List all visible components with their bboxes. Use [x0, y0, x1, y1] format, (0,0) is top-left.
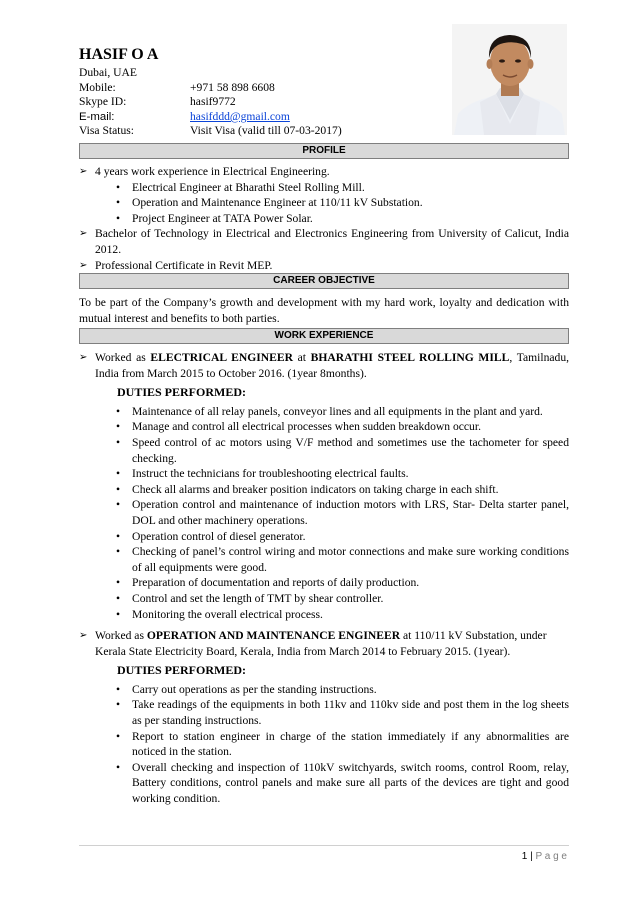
profile-subitem: [79, 211, 569, 227]
duty-item: [79, 591, 569, 607]
duty-text: Carry out operations as per the standing instructions.: [132, 682, 377, 696]
profile-subitem-text: Project Engineer at TATA Power Solar.: [132, 211, 313, 225]
portrait-image: [452, 24, 567, 135]
mobile-label: Mobile:: [79, 80, 116, 94]
bullet-icon: •: [116, 682, 121, 696]
duties-label: DUTIES PERFORMED:: [117, 385, 247, 400]
profile-subitem-text: Operation and Maintenance Engineer at 110/11 kV Substation.: [132, 196, 423, 210]
bullet-icon: •: [116, 760, 121, 774]
duty-text: Monitoring the overall electrical process.: [132, 607, 323, 621]
duty-item: [79, 729, 569, 760]
visa-value: Visit Visa (valid till 07-03-2017): [190, 124, 342, 138]
profile-item-text: Professional Certificate in Revit MEP.: [95, 258, 273, 272]
duty-text: Report to station engineer in charge of the station immediately if any abnormalities are noticed in the station.: [132, 729, 569, 759]
duty-item: [79, 760, 569, 807]
objective-text: To be part of the Company’s growth and development with my hard work, loyalty and dedication with mutual interest and benefits to both parties.: [79, 296, 569, 325]
bullet-icon: •: [116, 435, 121, 449]
duty-item: [79, 682, 569, 698]
duty-text: Check all alarms and breaker position indicators on taking charge in each shift.: [132, 482, 499, 496]
duty-item: [79, 404, 569, 420]
duty-item: [79, 607, 569, 623]
job-entry: [79, 628, 569, 659]
email-label: E-mail:: [79, 110, 115, 123]
duty-text: Operation control and maintenance of induction motors with LRS, Star- Delta starter panel, DOL and other machinery operations.: [132, 498, 569, 527]
profile-subitem-text: Electrical Engineer at Bharathi Steel Rolling Mill.: [132, 180, 365, 194]
job-details: , Tamilnadu, India from March 2015 to October 2016. (1year 8months).: [95, 351, 570, 380]
duty-item: [79, 529, 569, 545]
mobile-value: +971 58 898 6608: [190, 80, 275, 94]
location: Dubai, UAE: [79, 66, 137, 79]
profile-subitem: [79, 195, 569, 211]
work-heading: WORK EXPERIENCE: [79, 328, 569, 344]
profile-item-text: Bachelor of Technology in Electrical and Electronics Engineering from University of Calicut, India 2012.: [95, 227, 569, 256]
job-title-line: [95, 350, 569, 381]
duty-text: Manage and control all electrical processes when sudden breakdown occur.: [132, 420, 481, 434]
profile-heading: PROFILE: [79, 143, 569, 159]
contact-block: [79, 66, 342, 139]
duty-text: Control and set the length of TMT by shear controller.: [132, 591, 384, 605]
page-number-value: 1: [521, 851, 528, 862]
bullet-icon: •: [116, 180, 121, 194]
page-number: [522, 851, 567, 862]
job-role: ELECTRICAL ENGINEER: [150, 351, 293, 364]
bullet-icon: •: [116, 482, 121, 496]
duty-text: Take readings of the equipments in both 11kv and 110kv side and post them in the log sheets as per standing instructions.: [132, 698, 569, 728]
bullet-icon: •: [116, 698, 121, 712]
skype-label: Skype ID:: [79, 95, 127, 109]
duty-item: [79, 575, 569, 591]
job-entry: [79, 350, 569, 381]
mobile-row: [79, 81, 342, 96]
duty-item: [79, 419, 569, 435]
duty-text: Operation control of diesel generator.: [132, 529, 306, 543]
arrow-bullet-icon: ➢: [79, 259, 88, 271]
objective-heading: CAREER OBJECTIVE: [79, 273, 569, 289]
bullet-icon: •: [116, 420, 121, 434]
job-mid: at: [292, 351, 311, 364]
job-role: OPERATION AND MAINTENANCE ENGINEER: [146, 629, 401, 643]
job-company: BHARATHI STEEL ROLLING MILL: [310, 351, 510, 364]
arrow-bullet-icon: ➢: [79, 630, 88, 642]
location-row: [79, 66, 342, 81]
profile-item: [79, 258, 569, 274]
profile-section: [79, 164, 569, 273]
duties-label: DUTIES PERFORMED:: [117, 663, 247, 678]
duty-text: Overall checking and inspection of 110kV switchyards, switch rooms, control Room, relay, Battery conditions, control panels and make sure all parts of the devices are tight and good working condition.: [132, 760, 569, 806]
duty-text: Maintenance of all relay panels, conveyor lines and all equipments in the plant and yard.: [132, 404, 543, 418]
job-details: at 110/11 kV Substation, under Kerala State Electricity Board, Kerala, India from March 2014 to February 2015. (1year).: [95, 629, 547, 658]
profile-subitem: [79, 180, 569, 196]
bullet-icon: •: [116, 591, 121, 605]
duty-text: Preparation of documentation and reports of daily production.: [132, 576, 420, 590]
bullet-icon: •: [116, 211, 121, 225]
visa-row: [79, 124, 342, 139]
duty-text: Checking of panel’s control wiring and motor connections and make sure working conditions of all equipments were good.: [132, 545, 569, 574]
bullet-icon: •: [116, 576, 121, 590]
bullet-icon: •: [116, 545, 121, 559]
job-title-line: [95, 628, 569, 659]
duty-item: [79, 497, 569, 528]
bullet-icon: •: [116, 529, 121, 543]
duty-item: [79, 466, 569, 482]
bullet-icon: •: [116, 467, 121, 481]
visa-label: Visa Status:: [79, 124, 135, 138]
candidate-name: HASIF O A: [79, 46, 159, 63]
page-label: P a g e: [535, 851, 567, 862]
bullet-icon: •: [116, 498, 121, 512]
bullet-icon: •: [116, 196, 121, 210]
skype-row: [79, 95, 342, 110]
bullet-icon: •: [116, 729, 121, 743]
arrow-bullet-icon: ➢: [79, 228, 88, 240]
work-section: [79, 350, 569, 807]
duty-item: [79, 697, 569, 728]
page-footer: [79, 845, 569, 862]
duty-item: [79, 544, 569, 575]
email-row: [79, 110, 342, 125]
duty-item: [79, 482, 569, 498]
profile-photo: [452, 24, 567, 135]
duty-text: Speed control of ac motors using V/F method and sometimes use the tachometer for speed checking.: [132, 435, 569, 465]
profile-item: [79, 164, 569, 180]
arrow-bullet-icon: ➢: [79, 352, 88, 363]
bullet-icon: •: [116, 404, 121, 418]
duty-item: [79, 435, 569, 466]
job-prefix: Worked as: [95, 351, 151, 364]
email-link[interactable]: hasifddd@gmail.com: [190, 109, 290, 123]
job-prefix: Worked as: [95, 629, 147, 643]
duty-text: Instruct the technicians for troubleshooting electrical faults.: [132, 467, 409, 481]
skype-value: hasif9772: [190, 95, 236, 109]
page-separator: |: [527, 851, 536, 862]
profile-item: [79, 226, 569, 257]
bullet-icon: •: [116, 607, 121, 621]
profile-item-text: 4 years work experience in Electrical Engineering.: [95, 165, 330, 178]
arrow-bullet-icon: ➢: [79, 166, 88, 177]
